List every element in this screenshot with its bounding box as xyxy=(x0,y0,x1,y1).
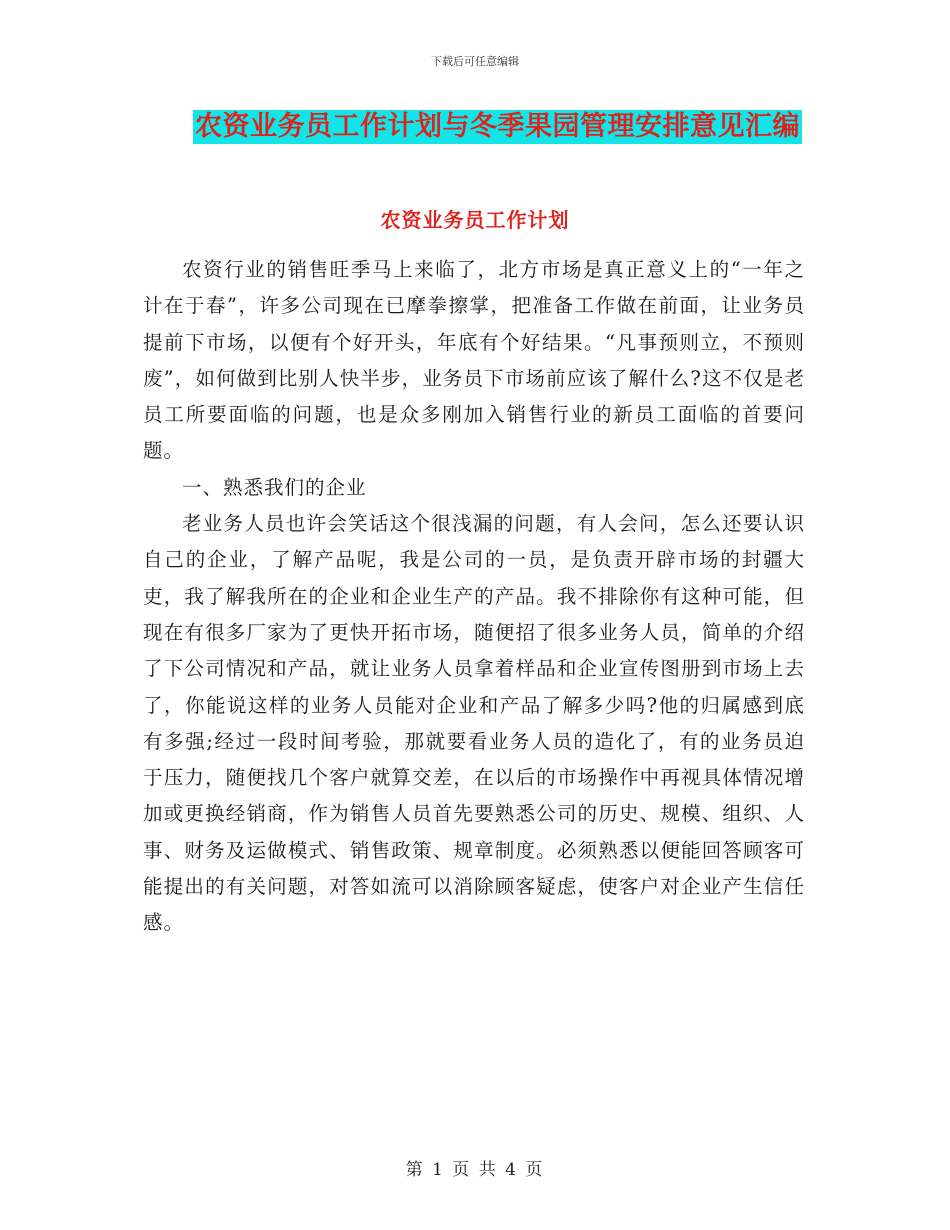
body-paragraph: 老业务人员也许会笑话这个很浅漏的问题，有人会问，怎么还要认识自己的企业，了解产品呢，我是公司的一员，是负责开辟市场的封疆大吏，我了解我所在的企业和企业生产的产品。我不排除你有这种可能，但现在有很多厂家为了更快开拓市场，随便招了很多业务人员，简单的介绍了下公司情况和产品，就让业务人员拿着样品和企业宣传图册到市场上去了，你能说这样的业务人员能对企业和产品了解多少吗?他的归属感到底有多强;经过一段时间考验，那就要看业务人员的造化了，有的业务员迫于压力，随便找几个客户就算交差，在以后的市场操作中再视具体情况增加或更换经销商，作为销售人员首先要熟悉公司的历史、规模、组织、人事、财务及运做模式、销售政策、规章制度。必须熟悉以便能回答顾客可能提出的有关问题，对答如流可以消除顾客疑虑，使客户对企业产生信任感。 xyxy=(143,512,805,935)
body-heading: 一、熟悉我们的企业 xyxy=(182,475,367,499)
section-title: 农资业务员工作计划 xyxy=(380,208,570,232)
document-title: 农资业务员工作计划与冬季果园管理安排意见汇编 xyxy=(195,111,800,142)
page-number-footer: 第 1 页 共 4 页 xyxy=(405,1160,545,1180)
body-paragraph: 农资行业的销售旺季马上来临了，北方市场是真正意义上的“一年之计在于春”，许多公司现在已摩拳擦掌，把准备工作做在前面，让业务员提前下市场，以便有个好开头，年底有个好结果。“凡事预则立，不预则废”，如何做到比别人快半步，业务员下市场前应该了解什么?这不仅是老员工所要面临的问题，也是众多刚加入销售行业的新员工面临的首要问题。 xyxy=(143,258,805,463)
document-body xyxy=(143,252,805,942)
page-header-note: 下载后可任意编辑 xyxy=(431,55,519,68)
document-title-container xyxy=(0,110,950,144)
